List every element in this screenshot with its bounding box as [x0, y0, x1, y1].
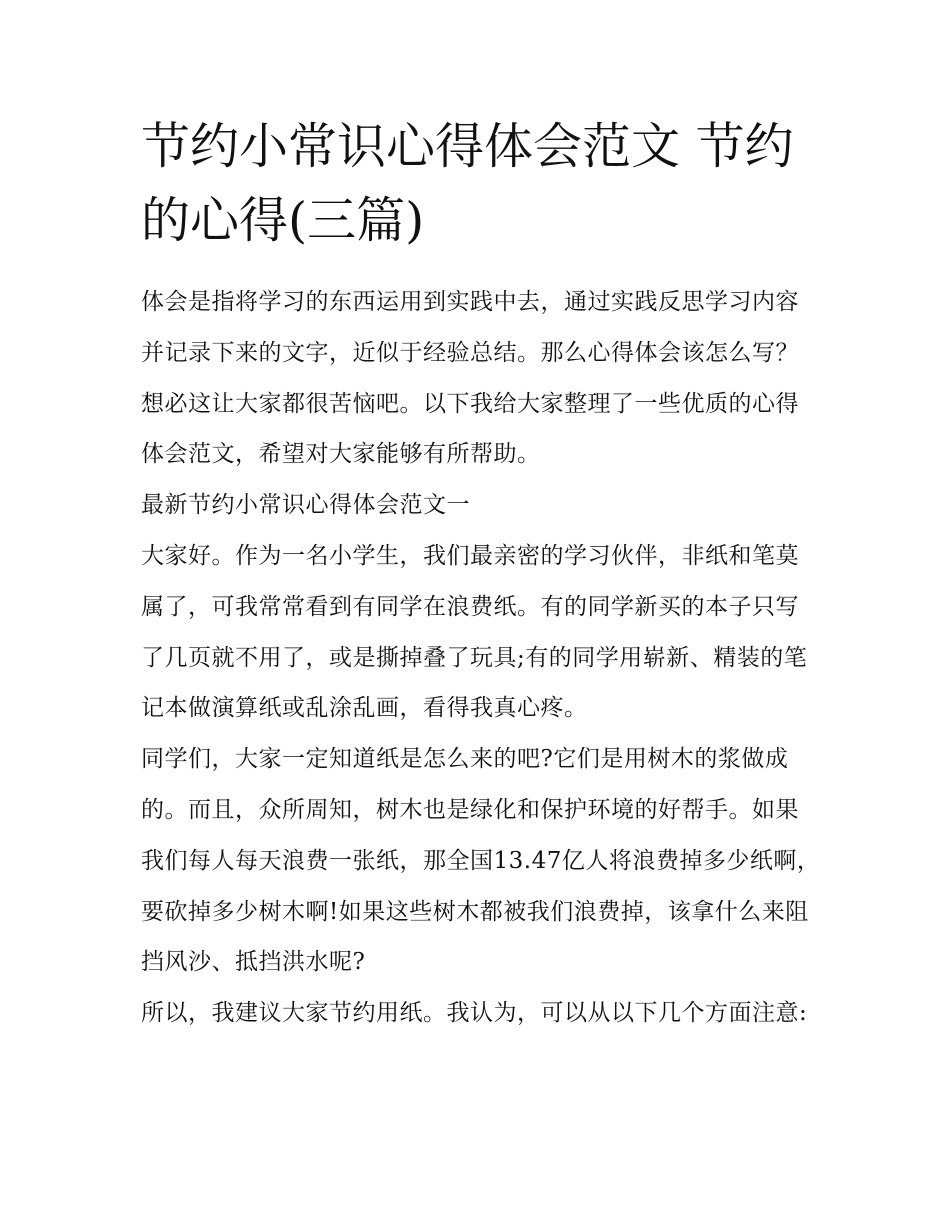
document-body: [141, 277, 821, 1039]
intro-paragraph: 体会是指将学习的东西运用到实践中去，通过实践反思学习内容并记录下来的文字，近似于经验总结。那么心得体会该怎么写？想必这让大家都很苦恼吧。以下我给大家整理了一些优质的心得体会范文，希望对大家能够有所帮助。: [141, 289, 799, 468]
document-title: 节约小常识心得体会范文 节约的心得(三篇): [141, 118, 794, 249]
body-paragraph: 大家好。作为一名小学生，我们最亲密的学习伙伴，非纸和笔莫属了，可我常常看到有同学在浪费纸。有的同学新买的本子只写了几页就不用了，或是撕掉叠了玩具;有的同学用崭新、精装的笔记本做演算纸或乱涂乱画，看得我真心疼。: [141, 542, 808, 722]
section-heading: 最新节约小常识心得体会范文一: [141, 492, 470, 519]
body-paragraph: 同学们，大家一定知道纸是怎么来的吧?它们是用树木的浆做成的。而且，众所周知，树木也是绿化和保护环境的好帮手。如果我们每人每天浪费一张纸，那全国13.47亿人将浪费掉多少纸啊，要砍掉多少树木啊!如果这些树木都被我们浪费掉，该拿什么来阻挡风沙、抵挡洪水呢?: [141, 746, 821, 976]
body-paragraph: 所以，我建议大家节约用纸。我认为，可以从以下几个方面注意:: [141, 1000, 808, 1027]
